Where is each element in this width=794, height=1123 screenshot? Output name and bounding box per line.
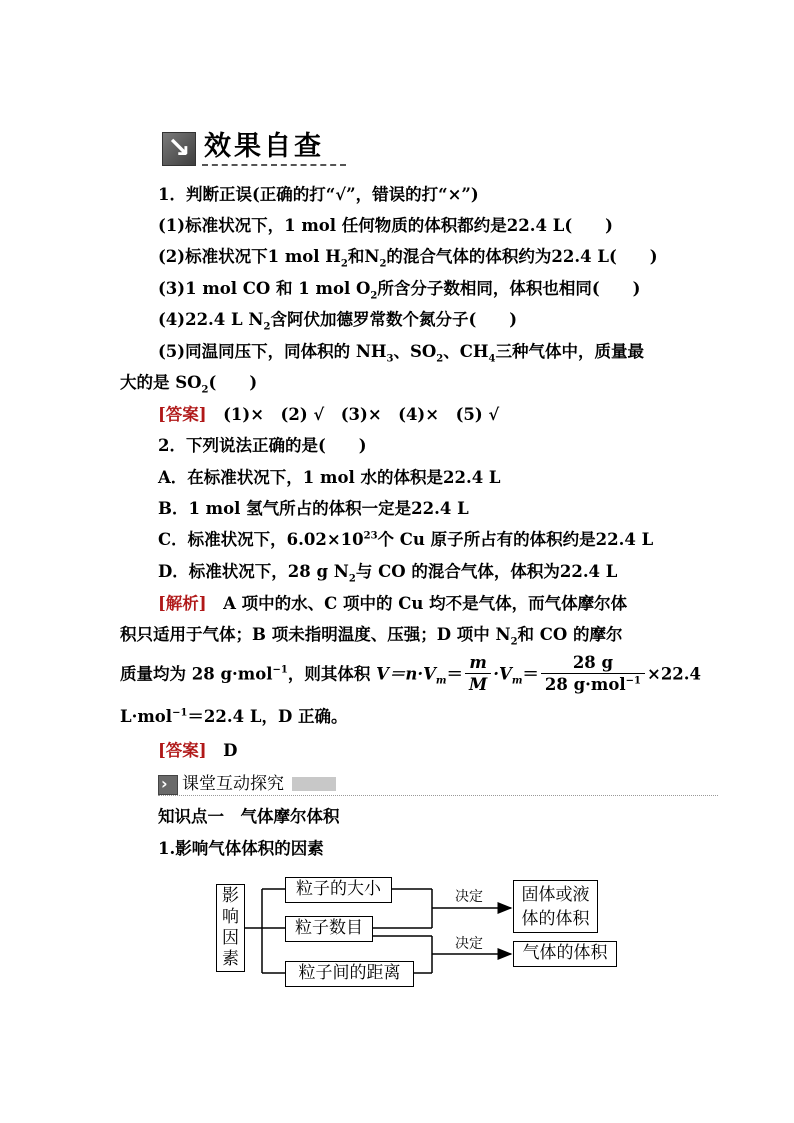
q1-item-5: (5)同温同压下，同体积的 $NH_3$、$SO_2$、$CH_4$三种气体中，质量最 — [158, 342, 644, 365]
sub-section-title: 课堂互动探究 — [182, 774, 284, 794]
q1-item-1: (1)标准状况下，1 mol 任何物质的体积都约是22.4 L( ) — [158, 216, 613, 235]
answer-tag: [答案] — [158, 405, 207, 424]
knowledge-sub-heading: 1.影响气体体积的因素 — [158, 839, 324, 858]
q1-item-4: (4)22.4 L $N_2$含阿伏加德罗常数个氮分子( ) — [158, 310, 518, 333]
section-title: 效果自查 — [204, 131, 324, 162]
q1-answer: [答案] (1)× (2) √ (3)× (4)× (5) √ — [158, 405, 500, 424]
knowledge-heading: 知识点一 气体摩尔体积 — [158, 807, 340, 826]
fraction-m-over-M: $\frac{m}{M}$ — [465, 653, 491, 696]
q2-answer: [答案] D — [158, 741, 238, 760]
result-gas-volume: 气体的体积 — [513, 941, 617, 967]
node-particle-size: 粒子的大小 — [285, 877, 392, 903]
decide-label-2: 决定 — [455, 936, 483, 952]
q2-option-d: D．标准状况下，28 g $N_2$与 CO 的混合气体，体积为22.4 L — [158, 562, 618, 585]
q2-option-b: B．1 mol 氢气所占的体积一定是22.4 L — [158, 499, 469, 518]
node-particle-number: 粒子数目 — [285, 916, 373, 942]
answer-tag: [答案] — [158, 741, 207, 760]
result-solid-liquid-volume: 固体或液 体的体积 — [513, 880, 598, 933]
q2-option-a: A．在标准状况下，1 mol 水的体积是22.4 L — [158, 468, 501, 487]
q2-analysis-formula-line: 质量均为 28 g·mol$^{-1}$，则其体积 $V=n\cdot V_m=$ $\frac{m}{M}$ $\cdot V_m=$ $\frac{28 g}{28 g\cdot mol^{-1}}$ ×22.4 — [120, 653, 702, 694]
node-particle-distance: 粒子间的距离 — [285, 961, 414, 987]
dotted-rule — [158, 795, 718, 796]
arrow-right-icon: › — [158, 775, 178, 795]
section-underline — [202, 164, 346, 166]
q1-item-3: (3)1 mol CO 和 1 mol $O_2$所含分子数相同，体积也相同( ) — [158, 279, 641, 302]
factor-box: 影 响 因 素 — [216, 884, 245, 972]
arrow-right-icon: ↘ — [162, 132, 196, 166]
section-header — [158, 130, 348, 166]
fraction-molar-mass: $\frac{28 g}{28 g\cdot mol^{-1}}$ — [541, 653, 645, 696]
analysis-tag: [解析] — [158, 594, 207, 613]
q1-item-2: (2)标准状况下1 mol $H_2$和$N_2$的混合气体的体积约为22.4 L( ) — [158, 247, 658, 270]
q2-stem: 2．下列说法正确的是( ) — [158, 436, 367, 455]
q1-item-5-cont: 大的是 $SO_2$( ) — [120, 373, 258, 396]
q2-analysis-line4: L·mol$^{-1}$＝22.4 L，D 正确。 — [120, 707, 348, 726]
q2-analysis-line2: 积只适用于气体；B 项未指明温度、压强；D 项中 $N_2$和 CO 的摩尔 — [120, 625, 623, 648]
decorative-bar — [292, 777, 336, 791]
q2-analysis-line1: [解析] A 项中的水、C 项中的 Cu 均不是气体，而气体摩尔体 — [158, 594, 628, 613]
decide-label-1: 决定 — [455, 889, 483, 905]
q2-option-c: C．标准状况下，$6.02\times 10^{23}$个 Cu 原子所占有的体积约是22.4 L — [158, 530, 654, 549]
q1-stem: 1．判断正误(正确的打“√”，错误的打“×”) — [158, 185, 479, 204]
sub-section-header — [158, 773, 718, 797]
